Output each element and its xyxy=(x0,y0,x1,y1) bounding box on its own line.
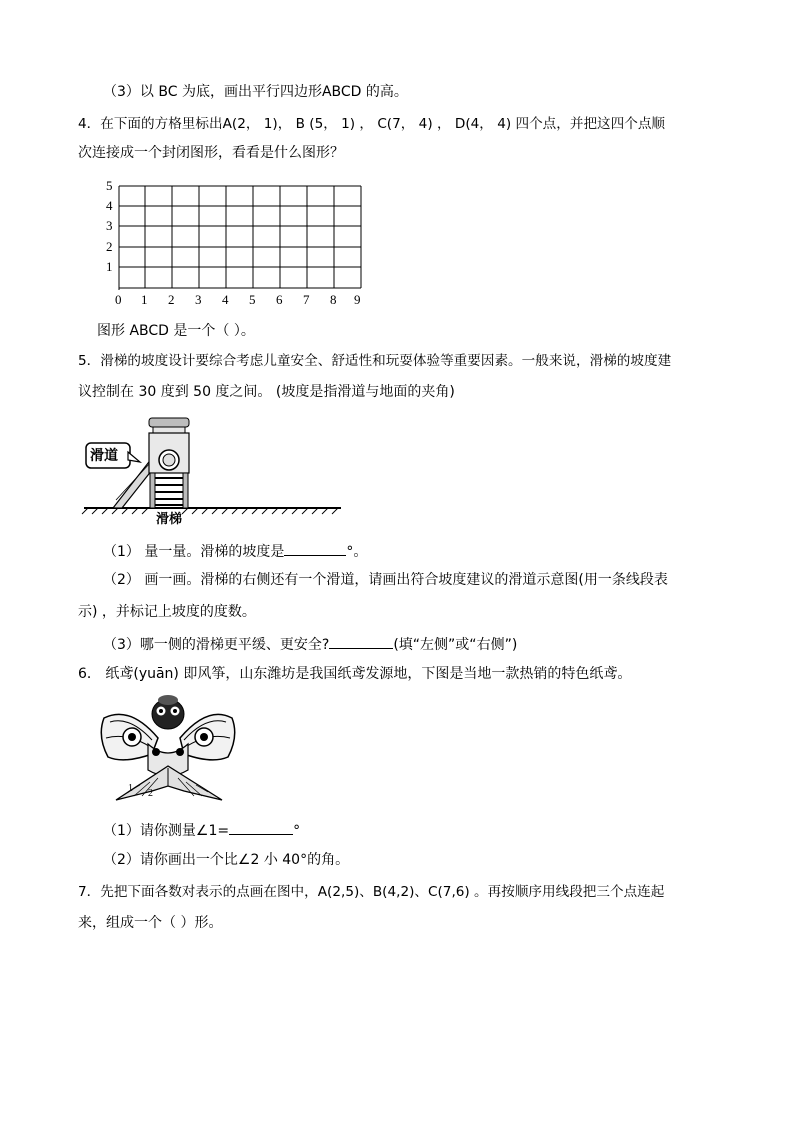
q6-part1-prefix: （1）请你测量∠1= xyxy=(103,823,230,839)
q4-x-tick: 2 xyxy=(168,292,175,307)
q4-x-tick: 3 xyxy=(195,292,202,307)
q5-part1-prefix: （1） 量一量。滑梯的坡度是 xyxy=(103,544,285,560)
q5-line2: 议控制在 30 度到 50 度之间。 (坡度是指滑道与地面的夹角) xyxy=(78,384,455,400)
slide-callout-label: 滑道 xyxy=(90,448,118,464)
q6-part1-suffix: ° xyxy=(293,823,301,839)
q6-part2: （2）请你画出一个比∠2 小 40°的角。 xyxy=(103,852,350,868)
q4-y-tick: 2 xyxy=(106,239,113,254)
kite-angle-label-1: 1 xyxy=(128,783,133,794)
slide-caption: 滑梯 xyxy=(156,512,183,527)
q5-line1: 5．滑梯的坡度设计要综合考虑儿童安全、舒适性和玩耍体验等重要因素。一般来说，滑梯的坡度建 xyxy=(78,353,672,369)
q6-part1-blank[interactable] xyxy=(229,819,293,835)
q4-y-tick: 3 xyxy=(106,218,113,233)
q4-x-tick: 8 xyxy=(330,292,337,307)
q4-x-tick: 5 xyxy=(249,292,256,307)
q5-part1-suffix: °。 xyxy=(346,544,368,560)
q4-x-tick: 9 xyxy=(354,292,361,307)
q4-x-tick: 1 xyxy=(141,292,148,307)
q4-answer-line: 图形 ABCD 是一个（ ）。 xyxy=(97,323,255,339)
q6-line1: 6． 纸鸢(yuān) 即风筝，山东潍坊是我国纸鸢发源地，下图是当地一款热销的特色纸鸢。 xyxy=(78,666,632,682)
q5-part3-prefix: （3）哪一侧的滑梯更平缓、更安全? xyxy=(103,637,330,653)
q4-line2: 次连接成一个封闭图形，看看是什么图形？ xyxy=(78,145,344,161)
q5-part2-line2: 示) ，并标记上坡度的度数。 xyxy=(78,604,256,620)
q4-x-tick: 0 xyxy=(115,292,122,307)
q7-line1: 7．先把下面各数对表示的点画在图中，A(2,5)、B(4,2)、C(7,6) 。再按顺序用线段把三个点连起 xyxy=(78,884,665,900)
kite-angle-label-2: 2 xyxy=(148,788,153,799)
q4-y-tick: 4 xyxy=(106,198,113,213)
q6-part1 xyxy=(103,819,300,841)
q7-line2: 来，组成一个（ ）形。 xyxy=(78,915,223,931)
q5-part3-suffix: (填“左侧”或“右侧”) xyxy=(393,637,518,653)
q4-y-tick: 1 xyxy=(106,259,113,274)
q4-x-tick: 4 xyxy=(222,292,229,307)
q4-x-tick: 6 xyxy=(276,292,283,307)
q5-part2-line1: （2） 画一画。滑梯的右侧还有一个滑道，请画出符合坡度建议的滑道示意图(用一条线段表 xyxy=(103,572,668,588)
q4-y-tick: 5 xyxy=(106,178,113,193)
q4-line1: 4．在下面的方格里标出A(2， 1)， B (5， 1) ， C(7， 4) ， D(4， 4) 四个点，并把这四个点顺 xyxy=(78,116,666,132)
q4-x-tick: 7 xyxy=(303,292,310,307)
q3-part3-text: （3）以 BC 为底，画出平行四边形ABCD 的高。 xyxy=(103,84,408,100)
